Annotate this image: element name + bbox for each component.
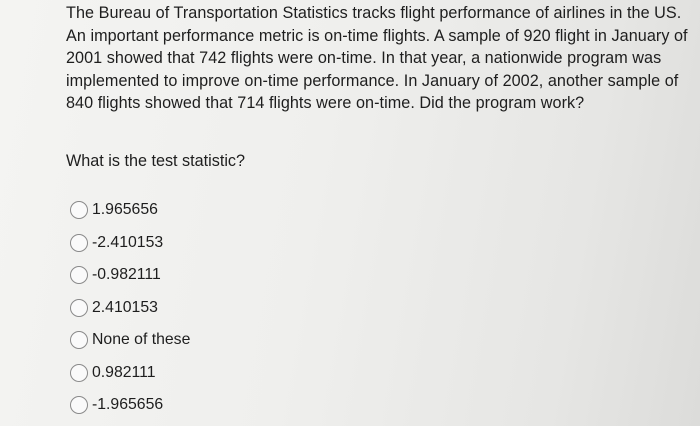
question-prompt: What is the test statistic? [66,152,246,170]
answer-option-5[interactable] [70,324,190,357]
radio-button-icon[interactable] [70,234,88,252]
answer-option-6[interactable] [70,357,190,390]
answer-option-label: 1.965656 [92,201,158,219]
question-text: The Bureau of Transportation Statistics tracks flight performance of airlines in the US. An important performance metric is on-time flights. A sample of 920 flight in January of 2001 showed that 742 flights were on-time. In that year, a nationwide program was implemented to improve on-time performance. In January of 2002, another sample of 840 flights showed that 714 flights were on-time. Did the program work? [66,4,688,113]
answer-option-label: 0.982111 [92,363,156,381]
answer-option-4[interactable] [70,292,190,325]
answer-option-7[interactable] [70,389,190,422]
answer-option-label: -2.410153 [92,233,164,251]
answer-option-label: -0.982111 [92,266,161,284]
radio-button-icon[interactable] [70,364,88,382]
radio-button-icon[interactable] [70,396,88,414]
answer-option-2[interactable] [70,227,190,260]
radio-button-icon[interactable] [70,201,88,219]
radio-button-icon[interactable] [70,266,88,284]
answer-option-1[interactable] [70,194,190,227]
radio-button-icon[interactable] [70,331,88,349]
radio-button-icon[interactable] [70,299,88,317]
answer-option-label: 2.410153 [92,298,158,316]
answer-option-3[interactable] [70,259,190,292]
answer-option-label: -1.965656 [92,396,164,414]
answer-options [70,194,190,422]
answer-option-label: None of these [92,331,191,349]
